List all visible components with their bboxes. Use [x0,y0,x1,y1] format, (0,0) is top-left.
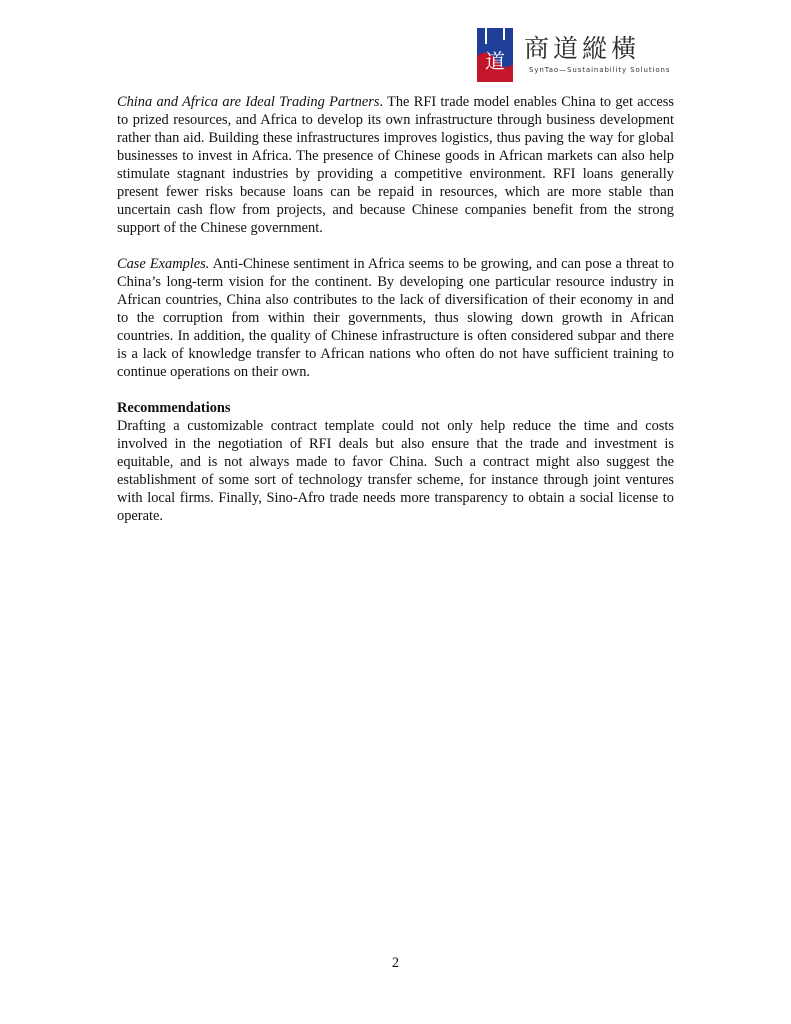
paragraph-text: Anti-Chinese sentiment in Africa seems to be growing, and can pose a threat to China’s long-term vision for the continent. By developing one particular resource industry in African countries, China also contributes to the lack of diversification of their economy in and to the corruption from within their governments, thus slowing down growth in African countries. In addition, the quality of Chinese infrastructure is often considered subpar and there is a lack of knowledge transfer to African nations who often do not have sufficient training to continue operations on their own. [117,256,674,380]
company-logo [474,26,674,86]
paragraph-text: . The RFI trade model enables China to get access to prized resources, and Africa to develop its own infrastructure through business development rather than aid. Building these infrastructures improves logistics, thus paving the way for global businesses to invest in Africa. The presence of Chinese goods in African markets can also help stimulate stagnant industries by providing a competitive environment. RFI loans generally present fewer risks because loans can be repaid in resources, which are more stable than uncertain cash flow from projects, and because Chinese companies benefit from the strong support of the Chinese government. [117,94,674,236]
paragraph-lead: China and Africa are Ideal Trading Partners [117,94,380,110]
paragraph-recommendations: Drafting a customizable contract template could not only help reduce the time and costs involved in the negotiation of RFI deals but also ensure that the trade and investment is equitable, and is not always made to favor China. Such a contract might also suggest the establishment of some sort of technology transfer scheme, for instance through joint ventures with local firms. Finally, Sino-Afro trade needs more transparency to obtain a social license to operate. [117,418,674,524]
paragraph-case-examples [117,255,674,381]
logo-chinese-name: 商道縱橫 [524,34,641,63]
logo-mark-glyph: 道 [485,49,505,73]
page-number: 2 [391,955,400,971]
section-heading-recommendations: Recommendations [117,400,231,416]
syntao-logo-mark-icon [474,26,516,84]
logo-tagline: SynTao—Sustainability Solutions [529,66,671,74]
document-body [117,93,674,525]
paragraph-lead: Case Examples. [117,256,210,272]
paragraph-trading-partners [117,93,674,237]
